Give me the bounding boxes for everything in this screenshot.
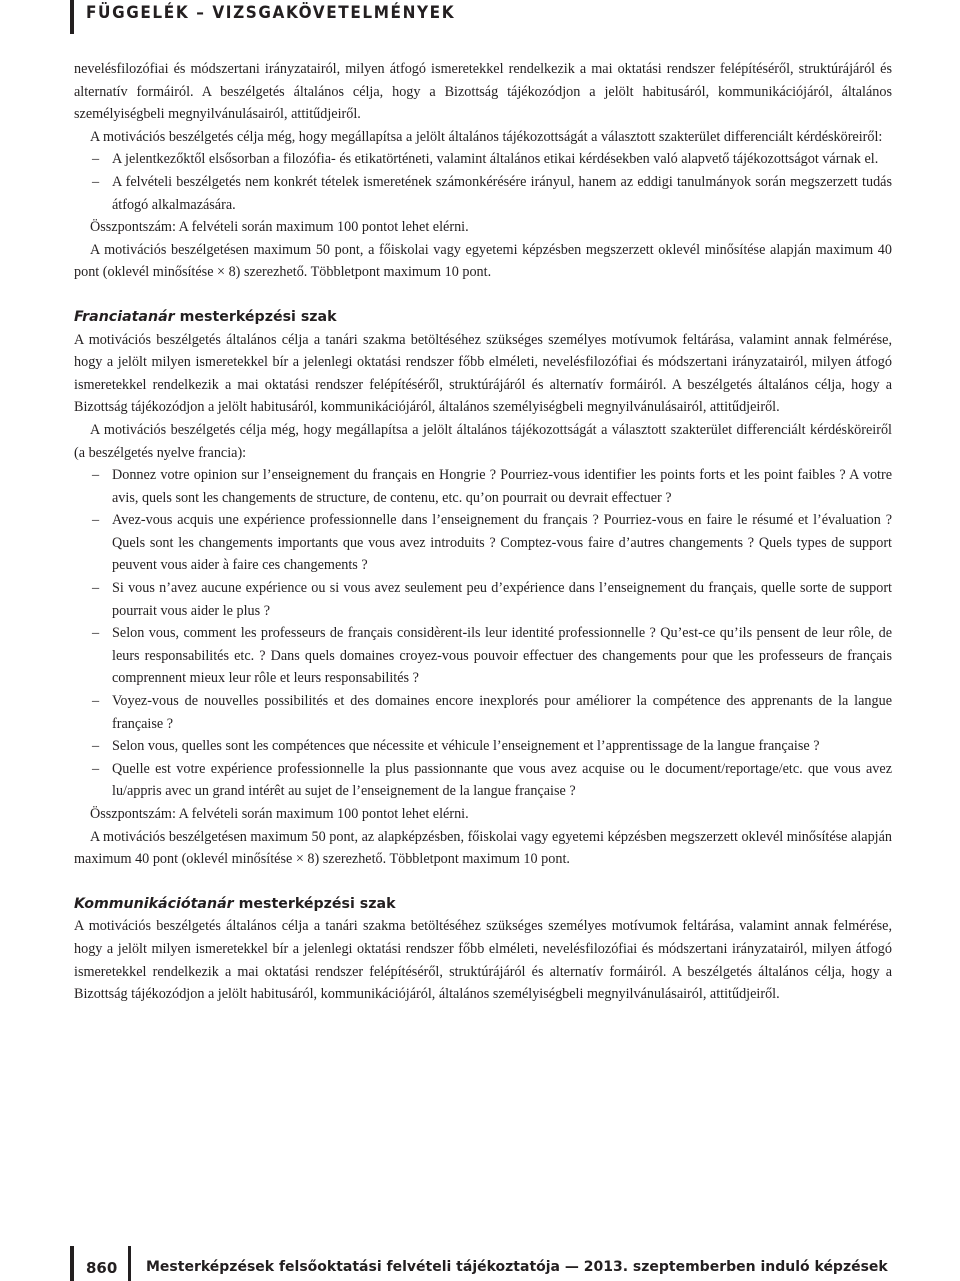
list-item: – Voyez-vous de nouvelles possibilités et des domaines encore inexplorés pour améliorer la compétence des apprenants de la langue française ?	[74, 690, 892, 735]
footer-rule	[70, 1246, 74, 1281]
dash-list	[74, 464, 892, 803]
list-item: – Donnez votre opinion sur l’enseignement du français en Hongrie ? Pourriez-vous identifier les points forts et les point faibles ? A votre avis, quels sont les changements de structure, de contenu, etc. qu’on pourrait ou devrait effectuer ?	[74, 464, 892, 509]
list-item: – A felvételi beszélgetés nem konkrét tételek ismeretének számonkérésére irányul, hanem az eddigi tanulmányok során megszerzett tudás átfogó alkalmazására.	[74, 171, 892, 216]
dash-bullet: –	[92, 512, 100, 529]
list-item: – Quelle est votre expérience professionnelle la plus passionnante que vous avez acquise ou le document/reportage/etc. que vous avez lu/appris avec un grand intérêt au sujet de l’enseignement de la langue française ?	[74, 758, 892, 803]
paragraph: A motivációs beszélgetés általános célja a tanári szakma betöltéséhez szükséges személyes motívumok feltárása, valamint annak felmérése, hogy a jelölt milyen ismeretekkel bír a jelenlegi oktatási rendszer főbb elméleti, nevelésfilozófiai és módszertani irányzatairól, milyen átfogó ismeretekkel rendelkezik a mai oktatási rendszer felépítéséről, struktúrájáról és alternatív formáiról. A beszélgetés általános célja, hogy a Bizottság tájékozódjon a jelölt habitusáról, kommunikációjáról, általános személyiségbeli megnyilvánulásairól, attitűdjeiről.	[74, 918, 892, 1003]
dash-bullet: –	[92, 693, 100, 710]
footer-divider	[128, 1246, 131, 1281]
running-header	[0, 0, 960, 34]
dash-list	[74, 148, 892, 216]
page-content	[74, 58, 892, 1006]
paragraph: A motivációs beszélgetés célja még, hogy megállapítsa a jelölt általános tájékozottságát a választott szakterület differenciált kérdésköreiről (a beszélgetés nyelve francia):	[74, 421, 892, 461]
section-title-communication: Kommunikációtanár mesterképzési szak	[74, 895, 396, 912]
dash-bullet: –	[92, 173, 100, 190]
dash-bullet: –	[92, 151, 100, 168]
paragraph: A motivációs beszélgetésen maximum 50 pont, az alapképzésben, főiskolai vagy egyetemi képzésben megszerzett oklevél minősítése alapján maximum 40 pont (oklevél minősítése × 8) szerezhető. Többletpont maximum 10 pont.	[74, 828, 892, 868]
list-item: – Selon vous, comment les professeurs de français considèrent-ils leur identité professionnelle ? Qu’est-ce qu’ils pensent de leur rôle, de leurs responsabilités etc. ? Dans quels domaines croyez-vous pouvoir effectuer des changements pour que les professeurs de français comprennent mieux leur rôle et leurs responsabilités ?	[74, 622, 892, 690]
header-rule	[70, 0, 74, 34]
list-item: – Selon vous, quelles sont les compétences que nécessite et véhicule l’enseignement et l’apprentissage de la langue française ?	[74, 735, 892, 758]
dash-bullet: –	[92, 760, 100, 777]
paragraph: A motivációs beszélgetés általános célja a tanári szakma betöltéséhez szükséges személyes motívumok feltárása, valamint annak felmérése, hogy a jelölt milyen ismeretekkel bír a jelenlegi oktatási rendszer főbb elméleti, nevelésfilozófiai és módszertani irányzatairól, milyen átfogó ismeretekkel rendelkezik a mai oktatási rendszer felépítéséről, struktúrájáról és alternatív formáiról. A beszélgetés általános célja, hogy a Bizottság tájékozódjon a jelölt habitusáról, kommunikációjáról, általános személyiségbeli megnyilvánulásairól, attitűdjeiről.	[74, 331, 892, 416]
total-score: Összpontszám: A felvételi során maximum 100 pontot lehet elérni.	[90, 806, 469, 822]
dash-bullet: –	[92, 467, 100, 484]
paragraph: A motivációs beszélgetésen maximum 50 pont, a főiskolai vagy egyetemi képzésben megszerzett oklevél minősítése alapján maximum 40 pont (oklevél minősítése × 8) szerezhető. Többletpont maximum 10 pont.	[74, 241, 892, 281]
dash-bullet: –	[92, 738, 100, 755]
dash-bullet: –	[92, 625, 100, 642]
total-score: Összpontszám: A felvételi során maximum 100 pontot lehet elérni.	[90, 219, 469, 236]
list-item: – A jelentkezőktől elsősorban a filozófia- és etikatörténeti, valamint általános etikai kérdésekben való alapvető tájékozottságot várnak el.	[74, 148, 892, 171]
footer-title: Mesterképzések felsőoktatási felvételi tájékoztatója — 2013. szeptemberben induló képzések	[146, 1259, 888, 1275]
list-item: – Si vous n’avez aucune expérience ou si vous avez seulement peu d’expérience dans l’enseignement du français, quelle sorte de support pourrait vous aider le plus ?	[74, 577, 892, 622]
section-title-french: Franciatanár mesterképzési szak	[74, 308, 337, 325]
page-number: 860	[86, 1259, 118, 1277]
paragraph: A motivációs beszélgetés célja még, hogy megállapítsa a jelölt általános tájékozottságát a választott szakterület differenciált kérdésköreiről:	[90, 128, 883, 145]
paragraph: nevelésfilozófiai és módszertani irányzatairól, milyen átfogó ismeretekkel rendelkezik a mai oktatási rendszer felépítéséről, struktúrájáról és alternatív formáiról. A beszélgetés általános célja, hogy a Bizottság tájékozódjon a jelölt habitusáról, kommunikációjáról, általános személyiségbeli megnyilvánulásairól, attitűdjeiről.	[74, 61, 892, 123]
running-footer	[0, 1246, 960, 1281]
list-item: – Avez-vous acquis une expérience professionnelle dans l’enseignement du français ? Pourriez-vous en faire le résumé et l’évaluation ? Quels sont les changements importants que vous avez introduits ? Comptez-vous faire d’autres changements ? Quels types de support peuvent vous aider à faire ces changements ?	[74, 509, 892, 577]
header-title: FÜGGELÉK – VIZSGAKÖVETELMÉNYEK	[86, 3, 456, 23]
dash-bullet: –	[92, 580, 100, 597]
